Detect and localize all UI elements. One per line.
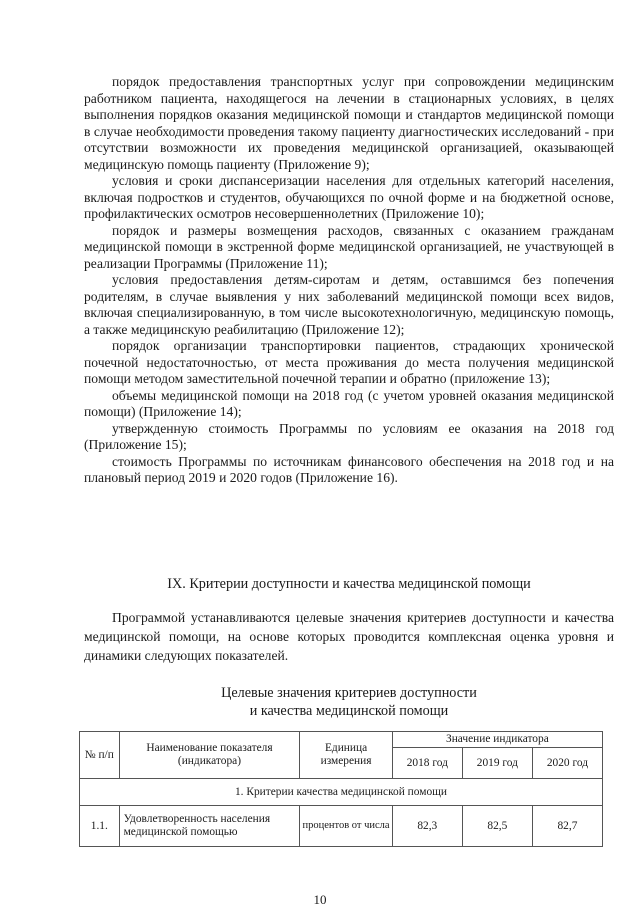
list-paragraph: объемы медицинской помощи на 2018 год (с учетом уровней оказания медицинской помощи) (Приложение 14); [84, 387, 614, 419]
intro-block [84, 608, 614, 665]
list-paragraph: порядок предоставления транспортных услуг при сопровождении медицинским работником пациента, находящегося на лечении в стационарных условиях, в целях выполнения порядков оказания медицинской помощи и стандартов медицинской помощи в случае необходимости проведения такому пациенту диагностических исследований - при отсутствии возможности их проведения медицинской организацией, оказывающей медицинскую помощь пациенту (Приложение 9); [84, 74, 614, 172]
row-number: 1.1. [80, 806, 120, 847]
page-number: 10 [313, 892, 327, 907]
appendix-list [84, 74, 614, 487]
header-name: Наименование показателя (индикатора) [119, 732, 300, 779]
row-value: 82,3 [392, 806, 462, 847]
row-value: 82,7 [532, 806, 602, 847]
header-number: № п/п [80, 732, 120, 779]
section-row-label: 1. Критерии качества медицинской помощи [80, 779, 603, 806]
list-paragraph: порядок организации транспортировки пациентов, страдающих хронической почечной недостаточностью, от места проживания до места получения медицинской помощи методом заместительной почечной терапии и обратно (приложение 13); [84, 338, 614, 386]
table-title [84, 684, 614, 720]
row-value: 82,5 [462, 806, 532, 847]
header-year: 2020 год [532, 748, 602, 779]
intro-paragraph: Программой устанавливаются целевые значения критериев доступности и качества медицинской помощи, на основе которых проводится комплексная оценка уровня и динамики следующих показателей. [84, 610, 614, 663]
row-name: Удовлетворенность населения медицинской помощью [119, 806, 300, 847]
list-paragraph: стоимость Программы по источникам финансового обеспечения на 2018 год и на плановый период 2019 и 2020 годов (Приложение 16). [84, 453, 614, 485]
table-row [80, 806, 603, 847]
list-paragraph: условия предоставления детям-сиротам и детям, оставшимся без попечения родителям, в случае выявления у них заболеваний медицинской помощи всех видов, включая специализированную, в том числе высокотехнологичную, медицинскую помощь, а также медицинскую реабилитацию (Приложение 12); [84, 272, 614, 337]
header-year: 2019 год [462, 748, 532, 779]
row-unit: процентов от числа [300, 806, 392, 847]
header-year: 2018 год [392, 748, 462, 779]
table-section-row [80, 779, 603, 806]
header-unit: Единица измерения [300, 732, 392, 779]
list-paragraph: условия и сроки диспансеризации населения для отдельных категорий населения, включая подростков и студентов, обучающихся по очной форме и на бюджетной основе, профилактических осмотров несовершеннолетних (Приложение 10); [84, 173, 614, 221]
indicators-table [79, 731, 603, 847]
list-paragraph: утвержденную стоимость Программы по условиям ее оказания на 2018 год (Приложение 15); [84, 420, 614, 452]
table-title-line-2: и качества медицинской помощи [249, 703, 449, 719]
list-paragraph: порядок и размеры возмещения расходов, связанных с оказанием гражданам медицинской помощи в экстренной форме медицинской организацией, не участвующей в реализации Программы (Приложение 11); [84, 222, 614, 271]
table-header-row [80, 732, 603, 748]
header-value-group: Значение индикатора [392, 732, 602, 748]
table-title-line-1: Целевые значения критериев доступности [221, 685, 477, 701]
section-heading: IX. Критерии доступности и качества медицинской помощи [167, 576, 531, 592]
